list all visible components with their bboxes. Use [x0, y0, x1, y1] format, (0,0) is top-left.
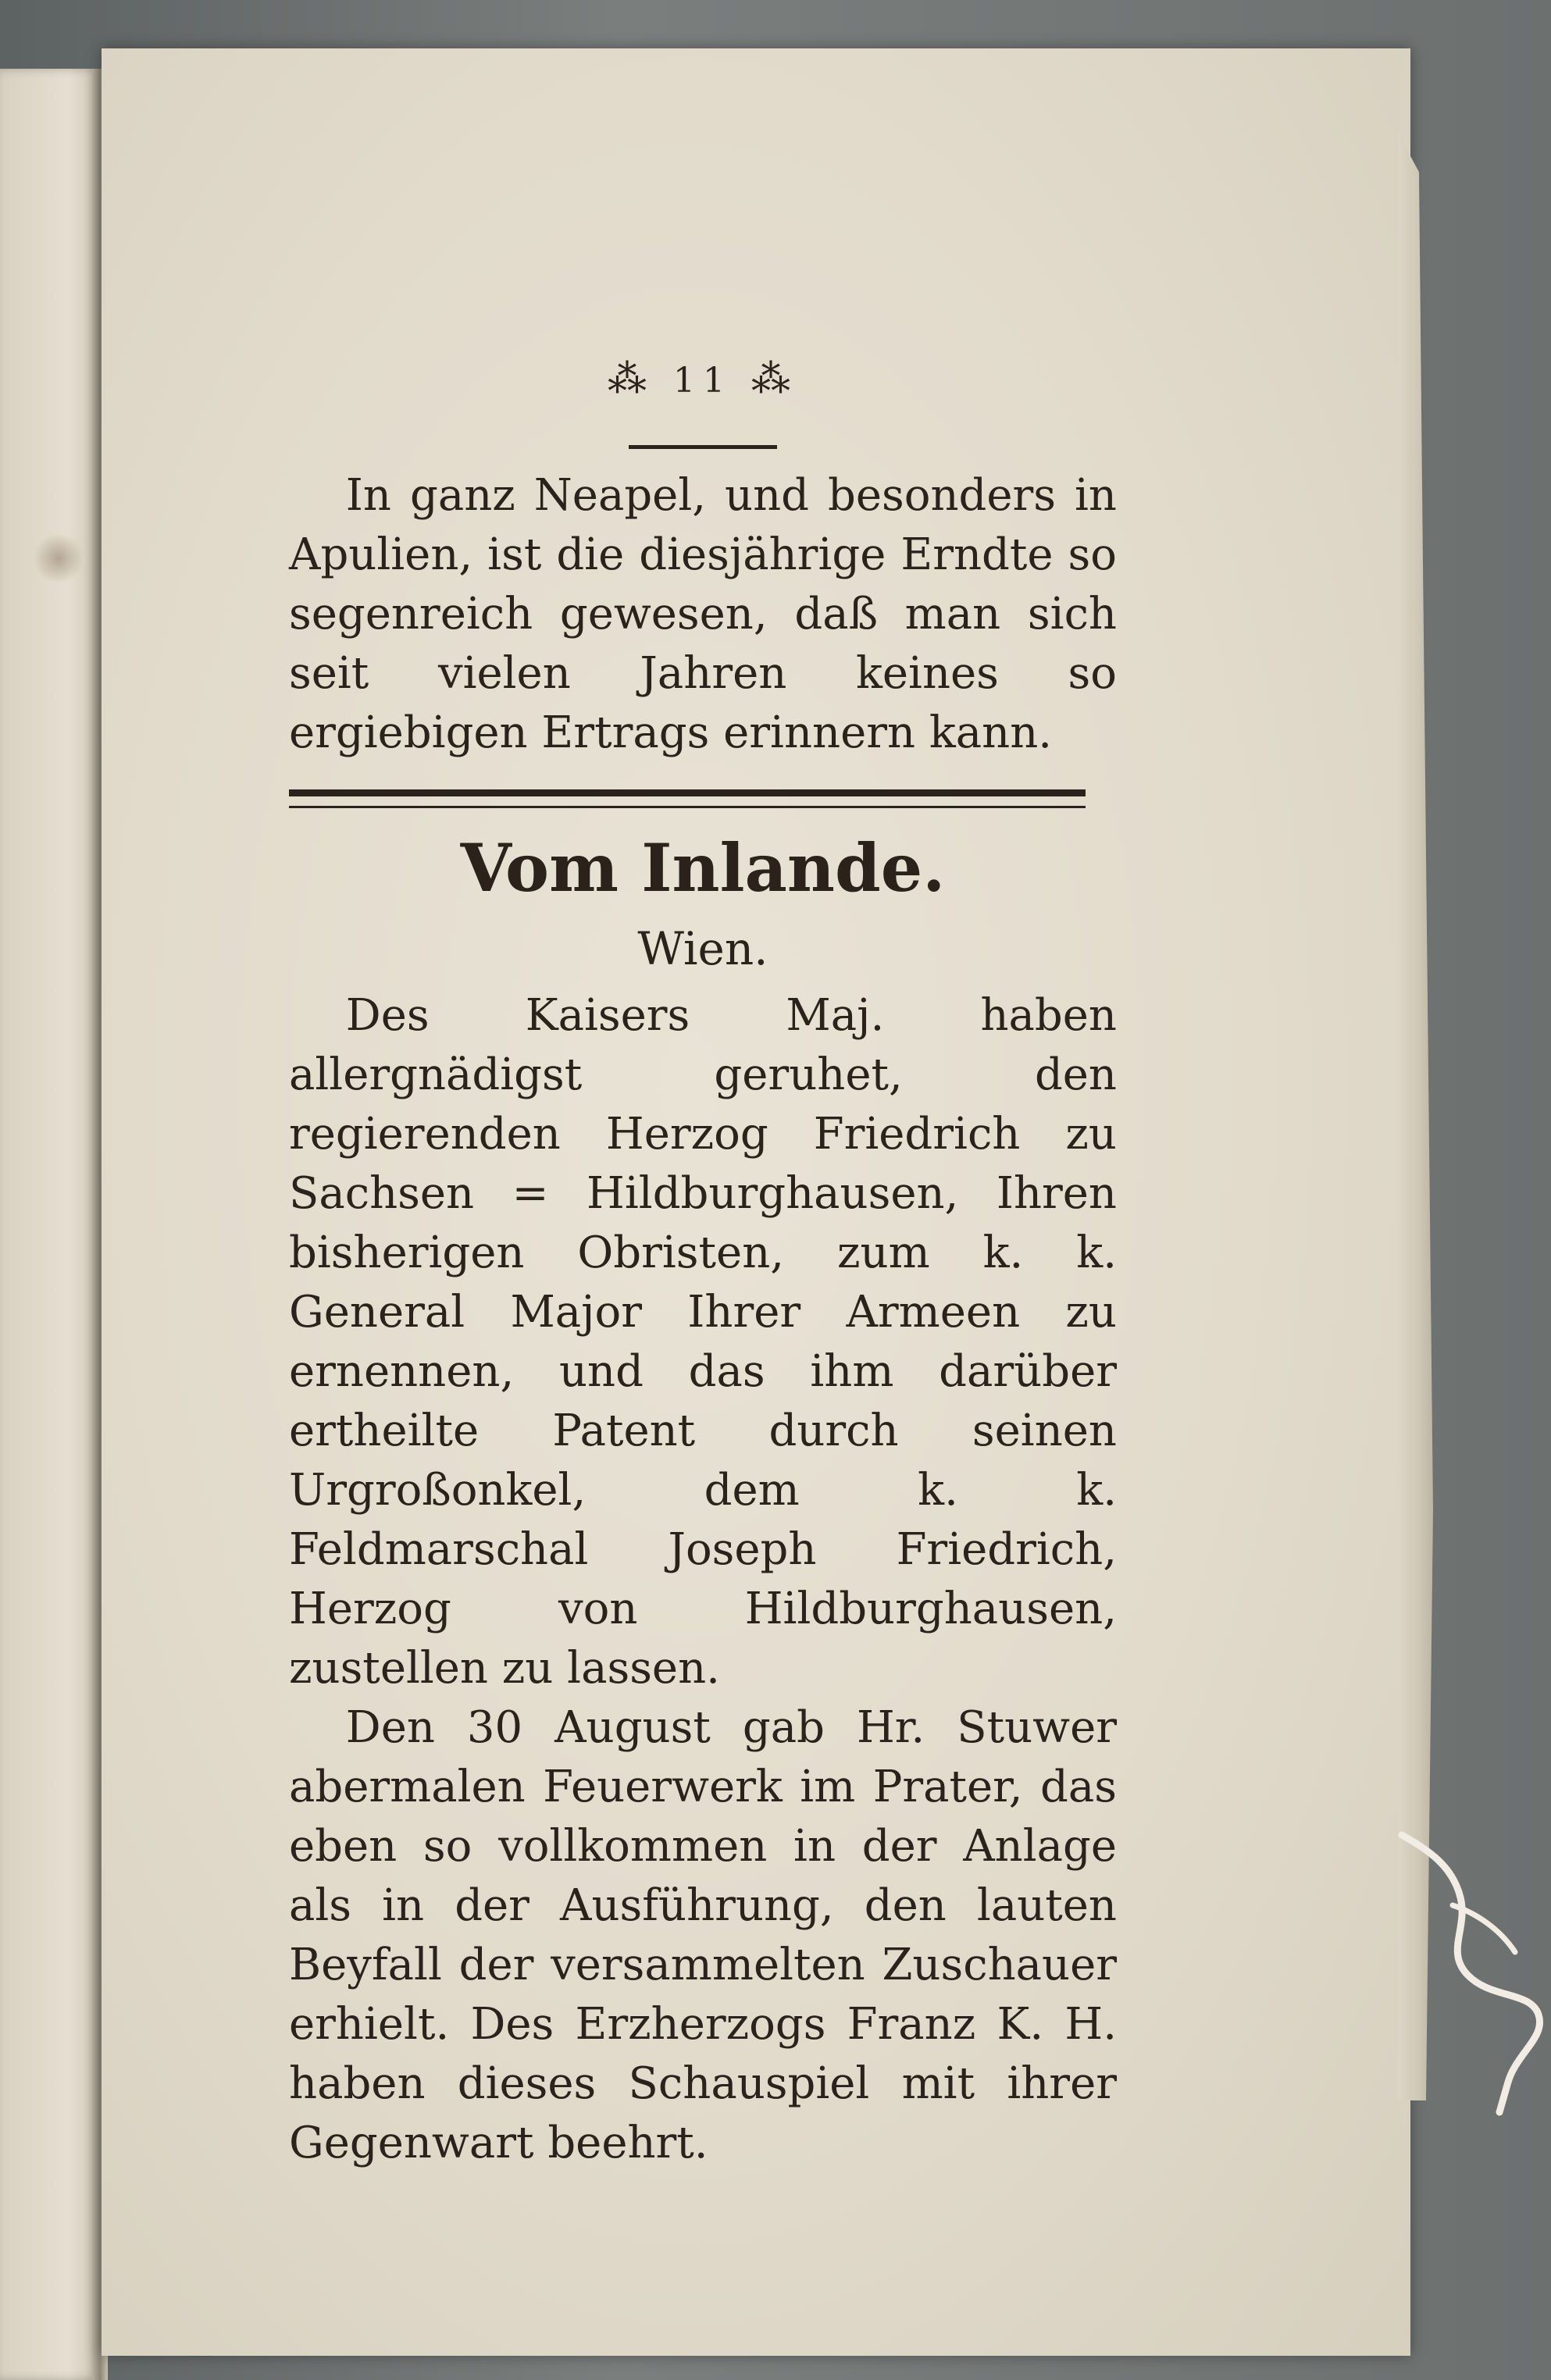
page-number: 11 — [673, 361, 733, 401]
stain-mark — [31, 535, 86, 582]
subsection-title: Wien. — [637, 922, 768, 975]
paragraph-kaiser: Des Kaisers Maj. haben allergnädigst geruhet, den regierenden Herzog Friedrich zu Sachsen = Hildburghausen, Ihren bisherigen Obristen, zum k. k. General Major Ihrer Armeen zu ernennen, und das ihm darüber ertheilte Patent durch seinen Urgroßonkel, dem k. k. Feldmarschal Joseph Friedrich, Herzog von Hildburghausen, zustellen zu lassen. — [289, 990, 1117, 1694]
facing-page-edge — [0, 69, 98, 2380]
right-ornament-icon: ⁂ — [751, 356, 798, 401]
section-title: Vom Inlande. — [460, 829, 946, 907]
left-ornament-icon: ⁂ — [608, 356, 654, 401]
paragraph-feuerwerk: Den 30 August gab Hr. Stuwer abermalen Feuerwerk im Prater, das eben so vollkommen in der Anlage als in der Ausführung, den lauten Beyfall der versammelten Zuschauer erhielt. Des Erzherzogs Franz K. H. haben dieses Schauspiel mit ihrer Gegenwart beehrt. — [289, 1702, 1117, 2168]
section-divider — [289, 789, 1086, 808]
header-rule — [629, 445, 777, 449]
page-header — [289, 347, 1117, 410]
paragraph-neapel: In ganz Neapel, und besonders in Apulien, ist die diesjährige Erndte so segenreich gewesen, daß man sich seit vielen Jahren keines so ergiebigen Ertrags erinnern kann. — [289, 470, 1117, 758]
binding-thread-drawing — [1398, 1819, 1546, 2116]
binding-thread — [1398, 1819, 1546, 2116]
page-text-block — [289, 347, 1117, 2173]
